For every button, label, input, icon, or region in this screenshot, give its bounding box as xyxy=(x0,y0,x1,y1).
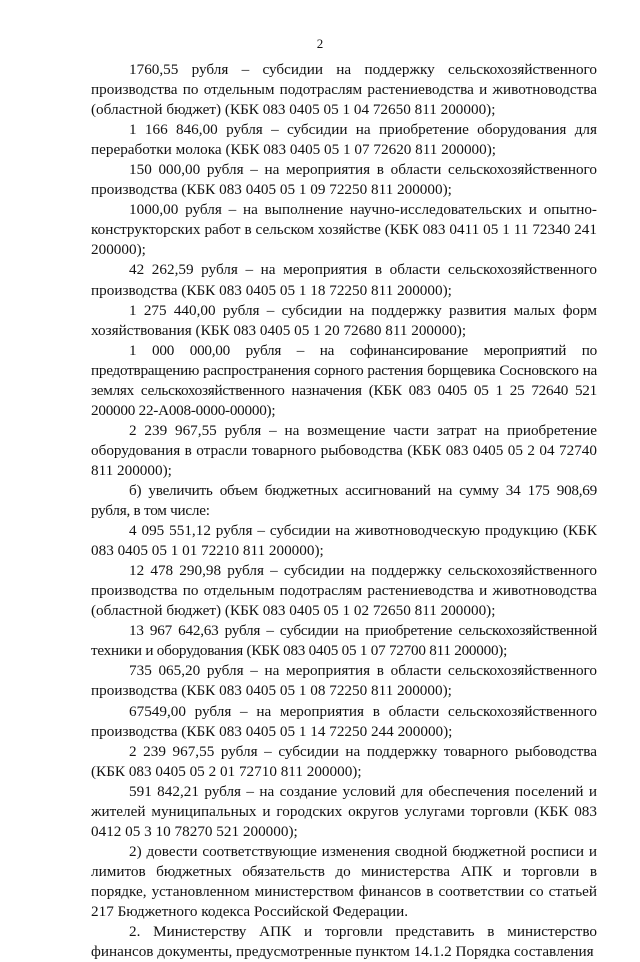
paragraph: 2) довести соответствующие изменения сводной бюджетной росписи и лимитов бюджетных обязательств до министерства АПК и торговли в порядке, установленном министерством финансов в соответствии со статьей 217 Бюджетного кодекса Российской Федерации. xyxy=(91,842,597,920)
paragraph: 1000,00 рубля – на выполнение научно-исследовательских и опытно-конструкторских работ в сельском хозяйстве (КБК 083 0411 05 1 11 72340 241 200000); xyxy=(91,201,597,259)
paragraph: 1 166 846,00 рубля – субсидии на приобретение оборудования для переработки молока (КБК 083 0405 05 1 07 72620 811 200000); xyxy=(91,121,597,159)
paragraph: 1760,55 рубля – субсидии на поддержку сельскохозяйственного производства по отдельным подотраслям растениеводства и животноводства (областной бюджет) (КБК 083 0405 05 1 04 72650 811 200000); xyxy=(91,61,597,119)
paragraph: б) увеличить объем бюджетных ассигнований на сумму 34 175 908,69 рубля, в том числе: xyxy=(91,481,597,520)
paragraph: 12 478 290,98 рубля – субсидии на поддержку сельскохозяйственного производства по отдельным подотраслям растениеводства и животноводства (областной бюджет) (КБК 083 0405 05 1 02 72650 811 200000); xyxy=(91,562,597,620)
paragraph: 13 967 642,63 рубля – субсидии на приобретение сельскохозяйственной техники и оборудования (КБК 083 0405 05 1 07 72700 811 200000); xyxy=(91,622,597,660)
paragraph: 67549,00 рубля – на мероприятия в области сельскохозяйственного производства (КБК 083 0405 05 1 14 72250 244 200000); xyxy=(91,702,597,740)
paragraph: 4 095 551,12 рубля – субсидии на животноводческую продукцию (КБК 083 0405 05 1 01 72210 811 200000); xyxy=(91,522,597,560)
paragraph: 735 065,20 рубля – на мероприятия в области сельскохозяйственного производства (КБК 083 0405 05 1 08 72250 811 200000); xyxy=(91,662,597,700)
paragraph: 42 262,59 рубля – на мероприятия в области сельскохозяйственного производства (КБК 083 0405 05 1 18 72250 811 200000); xyxy=(91,261,597,299)
paragraph: 2 239 967,55 рубля – субсидии на поддержку товарного рыбоводства (КБК 083 0405 05 2 01 72710 811 200000); xyxy=(91,742,597,780)
paragraph: 1 275 440,00 рубля – субсидии на поддержку развития малых форм хозяйствования (КБК 083 0405 05 1 20 72680 811 200000); xyxy=(91,301,597,339)
paragraph: 1 000 000,00 рубля – на софинансирование мероприятий по предотвращению распространения сорного растения борщевика Сосновского на землях сельскохозяйственного назначения (КБК 083 0405 05 1 25 72640 521 200000 22-А008-0000-00000); xyxy=(91,341,597,419)
document-body xyxy=(91,60,597,962)
paragraph: 2. Министерству АПК и торговли представить в министерство финансов документы, предусмотренные пунктом 14.1.2 Порядка составления xyxy=(91,923,597,961)
paragraph: 591 842,21 рубля – на создание условий для обеспечения поселений и жителей муниципальных и городских округов услугами торговли (КБК 083 0412 05 3 10 78270 521 200000); xyxy=(91,782,597,840)
paragraph: 2 239 967,55 рубля – на возмещение части затрат на приобретение оборудования в отрасли товарного рыбоводства (КБК 083 0405 05 2 04 72740 811 200000); xyxy=(91,421,597,479)
paragraph: 150 000,00 рубля – на мероприятия в области сельскохозяйственного производства (КБК 083 0405 05 1 09 72250 811 200000); xyxy=(91,161,597,199)
page-number: 2 xyxy=(316,36,324,51)
